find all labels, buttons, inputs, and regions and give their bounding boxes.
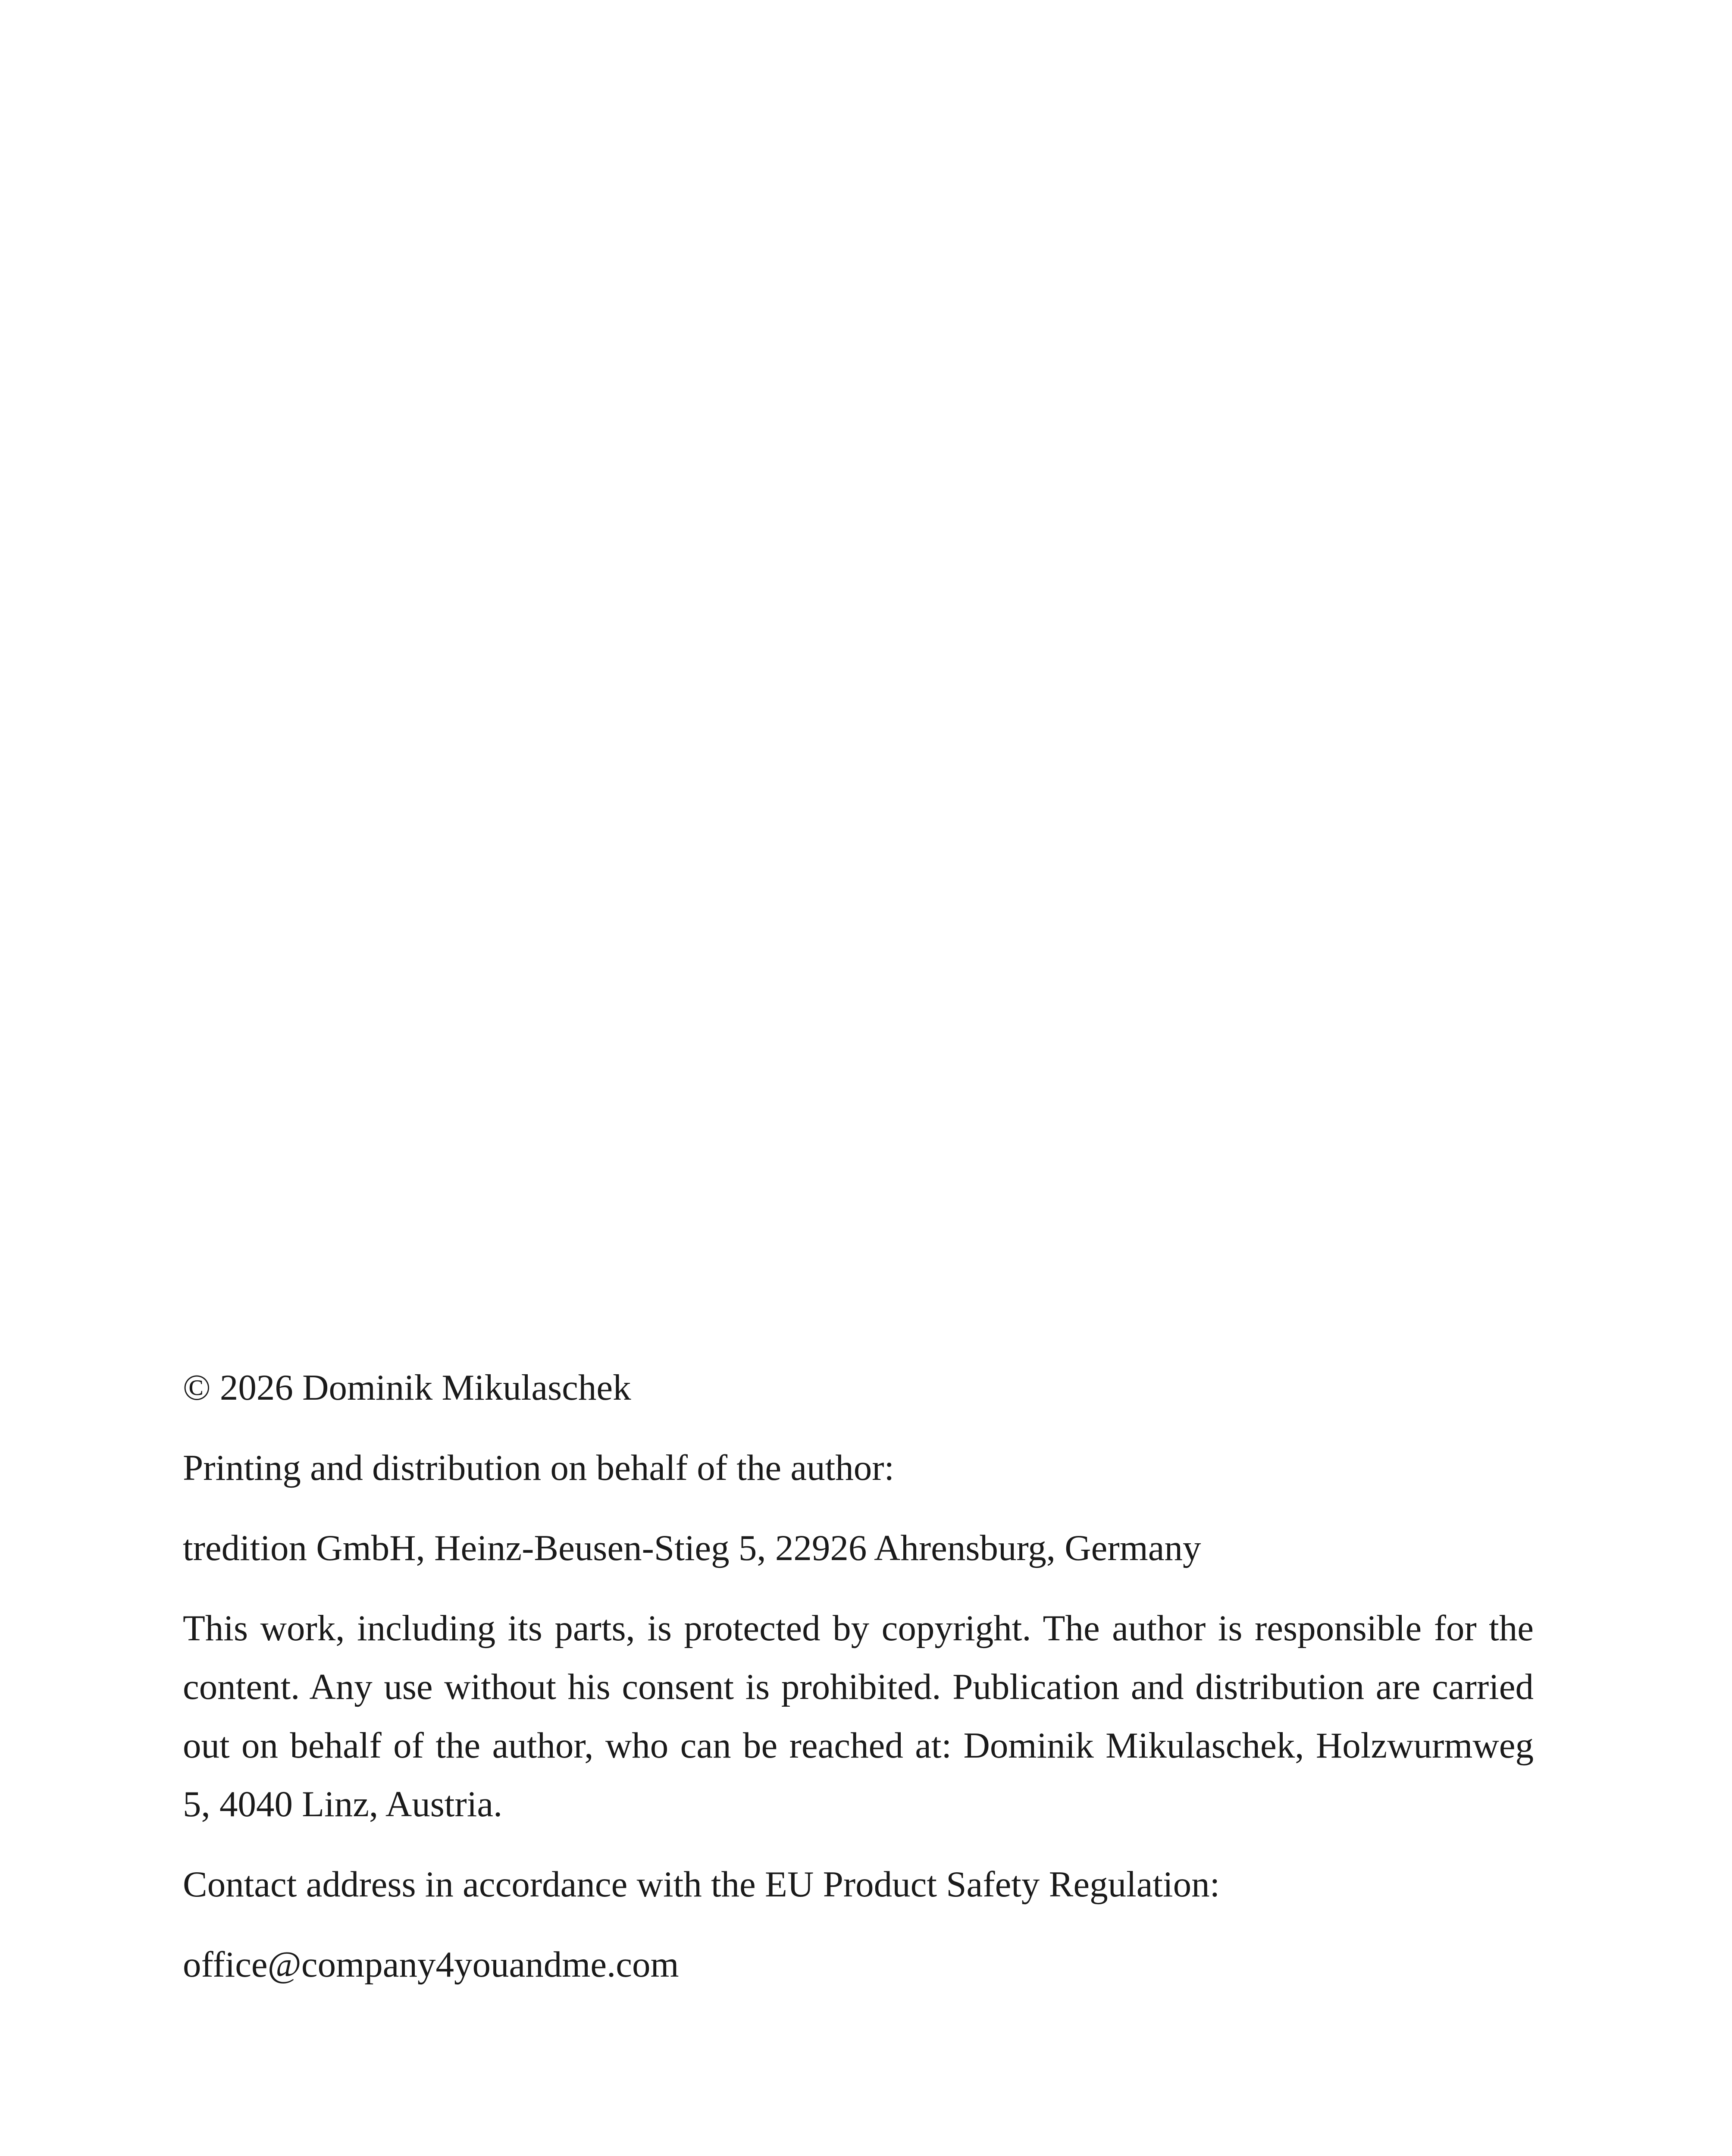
copyright-line: © 2026 Dominik Mikulaschek bbox=[183, 1367, 631, 1408]
publisher-address: tredition GmbH, Heinz-Beusen-Stieg 5, 22926 Ahrensburg, Germany bbox=[183, 1528, 1201, 1568]
contact-email: office@company4youandme.com bbox=[183, 1944, 679, 1985]
rights-notice: This work, including its parts, is protected by copyright. The author is responsible for the content. Any use without his consent is prohibited. Publication and distribution are carried out on behalf of the author, who can be reached at: Dominik Mikulaschek, Holzwurmweg 5, 4040 Linz, Austria. bbox=[183, 1608, 1534, 1824]
printing-distribution-label: Printing and distribution on behalf of the author: bbox=[183, 1448, 895, 1488]
imprint-block bbox=[183, 1358, 1534, 1994]
contact-label: Contact address in accordance with the EU Product Safety Regulation: bbox=[183, 1864, 1220, 1905]
